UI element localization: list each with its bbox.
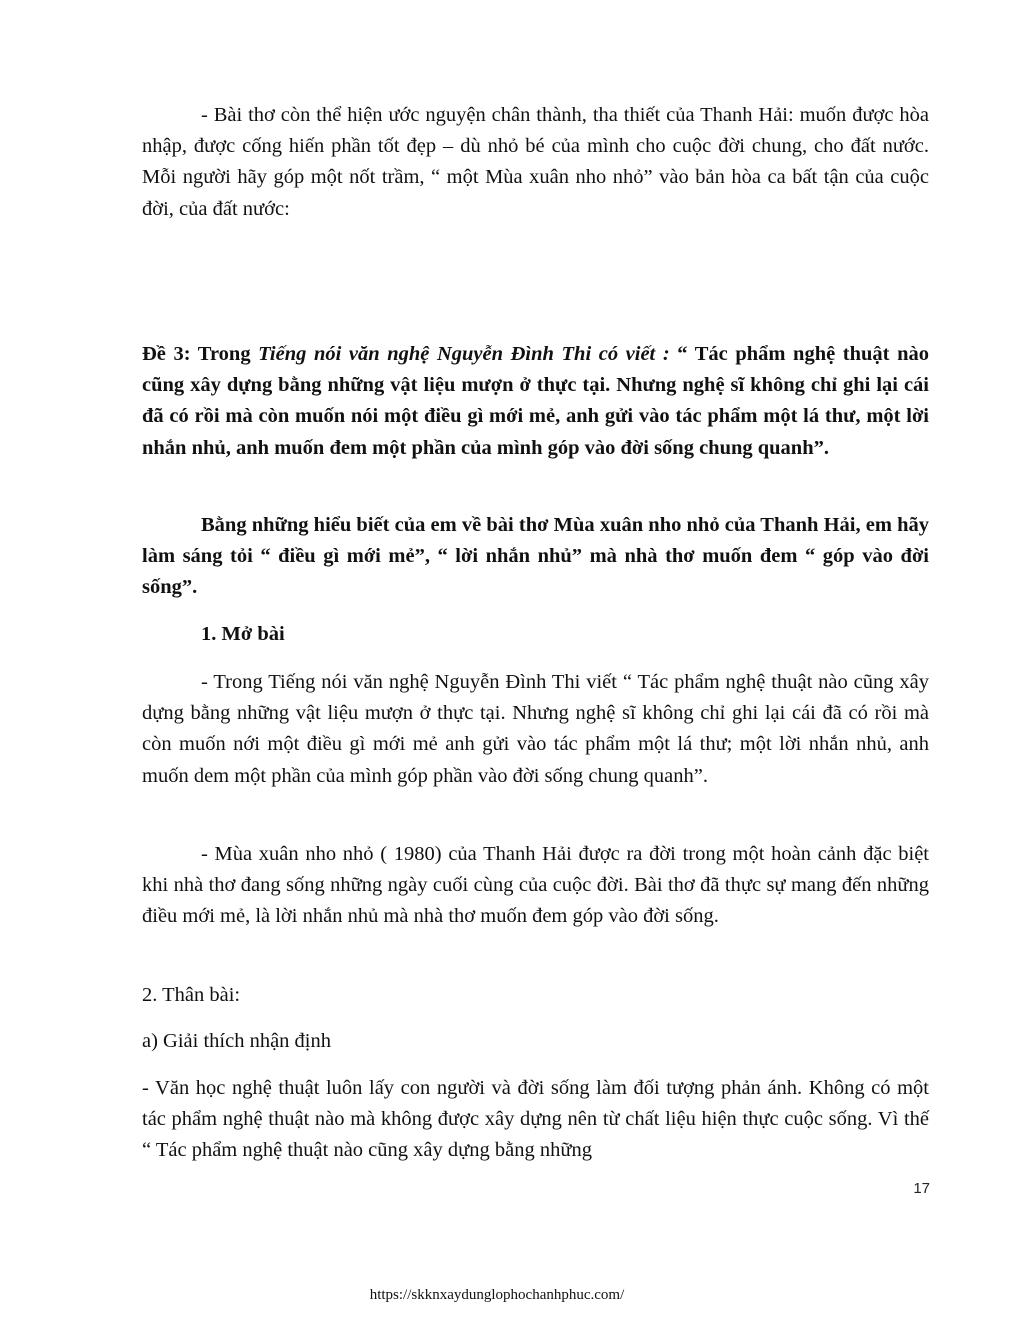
- exam-question-3: [142, 339, 929, 464]
- task-prompt: Bằng những hiểu biết của em về bài thơ Mùa xuân nho nhỏ của Thanh Hải, em hãy làm sáng tỏi “ điều gì mới mẻ”, “ lời nhắn nhủ” mà nhà thơ muốn đem “ góp vào đời sống”.: [142, 514, 929, 599]
- heading-section-a: a) Giải thích nhận định: [142, 1030, 332, 1052]
- heading-introduction: 1. Mở bài: [201, 623, 285, 645]
- footer-url: https://skknxaydunglophochanhphuc.com/: [369, 1287, 625, 1303]
- paragraph-conclusion: - Bài thơ còn thể hiện ước nguyện chân thành, tha thiết của Thanh Hải: muốn được hòa nhập, được cống hiến phần tốt đẹp – dù nhỏ bé của mình cho cuộc đời chung, cho đất nước. Mỗi người hãy góp một nốt trầm, “ một Mùa xuân nho nhỏ” vào bản hòa ca bất tận của cuộc đời, của đất nước:: [142, 104, 929, 220]
- heading-body: 2. Thân bài:: [142, 984, 241, 1006]
- page-number: 17: [913, 1180, 930, 1197]
- question-source: Tiếng nói văn nghệ Nguyễn Đình Thi có viết :: [258, 343, 678, 365]
- intro-paragraph-1: - Trong Tiếng nói văn nghệ Nguyễn Đình Thi viết “ Tác phẩm nghệ thuật nào cũng xây dựng bằng những vật liệu mượn ở thực tại. Nhưng nghệ sĩ không chỉ ghi lại cái đã có rồi mà còn muốn nới một điều gì mới mẻ anh gửi vào tác phẩm một lá thư; một lời nhắn nhủ, anh muốn dem một phần của mình góp phần vào đời sống chung quanh”.: [142, 671, 929, 787]
- question-label: Đề 3: Trong: [142, 343, 259, 365]
- intro-paragraph-2: - Mùa xuân nho nhỏ ( 1980) của Thanh Hải được ra đời trong một hoàn cảnh đặc biệt khi nhà thơ đang sống những ngày cuối cùng của cuộc đời. Bài thơ đã thực sự mang đến những điều mới mẻ, là lời nhắn nhủ mà nhà thơ muốn đem góp vào đời sống.: [142, 843, 929, 928]
- body-paragraph-1: - Văn học nghệ thuật luôn lấy con người và đời sống làm đối tượng phản ánh. Không có một tác phẩm nghệ thuật nào mà không được xây dựng nên từ chất liệu hiện thực cuộc sống. Vì thế “ Tác phẩm nghệ thuật nào cũng xây dựng bằng những: [142, 1077, 929, 1162]
- question-quote: “ Tác phẩm nghệ thuật nào cũng xây dựng bằng những vật liệu mượn ở thực tại. Nhưng nghệ sĩ không chỉ ghi lại cái đã có rồi mà còn muốn nói một điều gì mới mẻ, anh gửi vào tác phẩm một lá thư, một lời nhắn nhủ, anh muốn đem một phần của mình góp vào đời sống chung quanh”.: [142, 343, 929, 459]
